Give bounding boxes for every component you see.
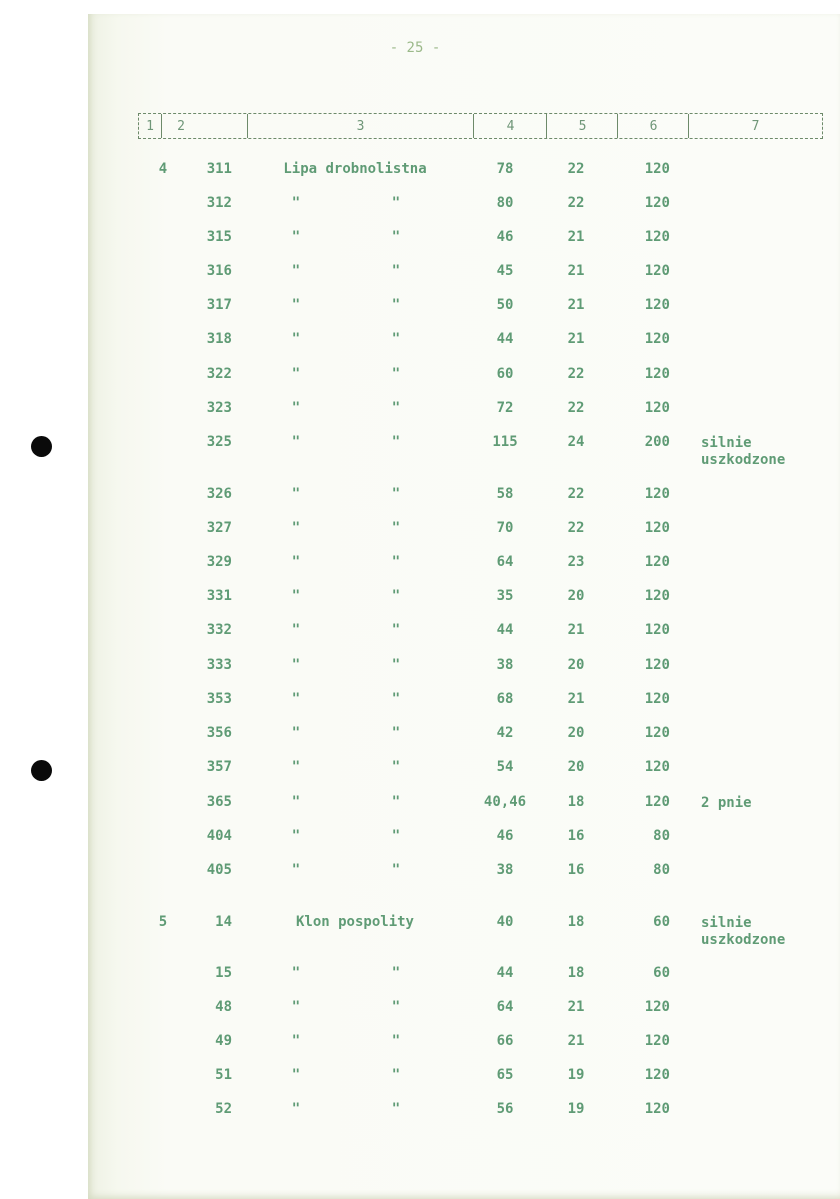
tree-number: 48 [215,999,232,1015]
tree-number: 15 [215,965,232,981]
ditto-mark: " [391,263,401,279]
header-cell: 4 [473,114,547,138]
species-name: Lipa drobnolistna [283,161,427,177]
header-cell: 6 [617,114,689,138]
ditto-mark: " [291,999,301,1015]
age-value: 120 [644,759,670,775]
ditto-mark: " [291,759,301,775]
height-value: 18 [567,965,585,981]
height-value: 24 [567,434,585,450]
ditto-mark: " [391,400,401,416]
age-value: 200 [644,434,670,450]
ditto-mark: " [391,366,401,382]
height-value: 22 [567,520,585,536]
height-value: 20 [567,725,585,741]
tree-number: 353 [206,691,232,707]
header-cell: 7 [688,114,822,138]
ditto-mark: " [391,862,401,878]
ditto-mark: " [391,1033,401,1049]
tree-number: 323 [206,400,232,416]
age-value: 120 [644,999,670,1015]
age-value: 80 [653,828,670,844]
age-value: 120 [644,1101,670,1117]
height-value: 21 [567,1033,585,1049]
age-value: 60 [653,965,670,981]
ditto-mark: " [291,400,301,416]
ditto-mark: " [291,657,301,673]
ditto-mark: " [291,794,301,810]
diameter-value: 35 [496,588,514,604]
diameter-value: 42 [496,725,514,741]
height-value: 20 [567,759,585,775]
tree-number: 316 [206,263,232,279]
ditto-mark: " [291,1033,301,1049]
tree-number: 318 [206,331,232,347]
diameter-value: 38 [496,862,514,878]
tree-number: 311 [206,161,232,177]
tree-number: 333 [206,657,232,673]
diameter-value: 50 [496,297,514,313]
age-value: 120 [644,400,670,416]
diameter-value: 64 [496,554,514,570]
tree-number: 357 [206,759,232,775]
diameter-value: 40 [496,914,514,930]
height-value: 22 [567,366,585,382]
table-header [138,113,823,139]
diameter-value: 44 [496,331,514,347]
height-value: 21 [567,691,585,707]
ditto-mark: " [291,862,301,878]
height-value: 16 [567,828,585,844]
ditto-mark: " [291,588,301,604]
tree-number: 317 [206,297,232,313]
diameter-value: 58 [496,486,514,502]
ditto-mark: " [391,657,401,673]
diameter-value: 44 [496,965,514,981]
diameter-value: 60 [496,366,514,382]
header-cell: 5 [546,114,618,138]
tree-number: 325 [206,434,232,450]
ditto-mark: " [291,520,301,536]
tree-number: 315 [206,229,232,245]
tree-number: 52 [215,1101,232,1117]
ditto-mark: " [391,999,401,1015]
ditto-mark: " [391,520,401,536]
remarks: silnie uszkodzone [701,915,786,948]
ditto-mark: " [291,263,301,279]
ditto-mark: " [291,1067,301,1083]
age-value: 120 [644,486,670,502]
ditto-mark: " [291,691,301,707]
ditto-mark: " [391,588,401,604]
ditto-mark: " [291,195,301,211]
tree-number: 356 [206,725,232,741]
diameter-value: 40,46 [483,794,527,810]
tree-number: 329 [206,554,232,570]
group-number: 5 [158,914,168,930]
tree-number: 312 [206,195,232,211]
ditto-mark: " [391,622,401,638]
height-value: 22 [567,161,585,177]
age-value: 120 [644,161,670,177]
ditto-mark: " [291,965,301,981]
ditto-mark: " [391,794,401,810]
ditto-mark: " [291,554,301,570]
height-value: 21 [567,263,585,279]
remarks: silnie uszkodzone [701,435,786,468]
age-value: 120 [644,657,670,673]
height-value: 18 [567,794,585,810]
tree-number: 365 [206,794,232,810]
height-value: 20 [567,657,585,673]
height-value: 22 [567,400,585,416]
header-cell: 3 [247,114,473,138]
diameter-value: 56 [496,1101,514,1117]
ditto-mark: " [391,691,401,707]
tree-number: 404 [206,828,232,844]
age-value: 60 [653,914,670,930]
diameter-value: 45 [496,263,514,279]
tree-number: 405 [206,862,232,878]
ditto-mark: " [391,434,401,450]
age-value: 120 [644,725,670,741]
height-value: 21 [567,331,585,347]
ditto-mark: " [291,434,301,450]
diameter-value: 65 [496,1067,514,1083]
diameter-value: 68 [496,691,514,707]
height-value: 23 [567,554,585,570]
ditto-mark: " [391,759,401,775]
tree-number: 331 [206,588,232,604]
tree-number: 322 [206,366,232,382]
age-value: 120 [644,229,670,245]
ditto-mark: " [291,331,301,347]
diameter-value: 66 [496,1033,514,1049]
age-value: 120 [644,297,670,313]
height-value: 21 [567,999,585,1015]
ditto-mark: " [291,1101,301,1117]
tree-number: 327 [206,520,232,536]
height-value: 21 [567,297,585,313]
age-value: 120 [644,195,670,211]
group-number: 4 [158,161,168,177]
age-value: 120 [644,622,670,638]
age-value: 120 [644,1067,670,1083]
height-value: 22 [567,195,585,211]
ditto-mark: " [291,622,301,638]
age-value: 120 [644,588,670,604]
ditto-mark: " [391,486,401,502]
age-value: 80 [653,862,670,878]
height-value: 18 [567,914,585,930]
diameter-value: 64 [496,999,514,1015]
ditto-mark: " [291,725,301,741]
diameter-value: 70 [496,520,514,536]
height-value: 21 [567,622,585,638]
punch-hole [31,436,52,457]
diameter-value: 78 [496,161,514,177]
age-value: 120 [644,263,670,279]
ditto-mark: " [391,331,401,347]
diameter-value: 115 [492,434,518,450]
ditto-mark: " [391,965,401,981]
ditto-mark: " [291,229,301,245]
remarks: 2 pnie [701,795,752,811]
ditto-mark: " [391,1101,401,1117]
age-value: 120 [644,520,670,536]
header-cell: 1 [146,119,154,134]
height-value: 19 [567,1067,585,1083]
ditto-mark: " [391,229,401,245]
header-cell: 2 [161,114,200,138]
species-name: Klon pospolity [295,914,414,930]
ditto-mark: " [291,366,301,382]
ditto-mark: " [391,554,401,570]
age-value: 120 [644,1033,670,1049]
ditto-mark: " [291,486,301,502]
age-value: 120 [644,691,670,707]
diameter-value: 46 [496,828,514,844]
diameter-value: 44 [496,622,514,638]
page-number: - 25 - [389,40,441,56]
height-value: 20 [567,588,585,604]
ditto-mark: " [291,828,301,844]
age-value: 120 [644,794,670,810]
diameter-value: 72 [496,400,514,416]
tree-number: 332 [206,622,232,638]
ditto-mark: " [391,828,401,844]
ditto-mark: " [391,195,401,211]
diameter-value: 46 [496,229,514,245]
age-value: 120 [644,554,670,570]
tree-number: 14 [215,914,232,930]
tree-number: 326 [206,486,232,502]
diameter-value: 54 [496,759,514,775]
diameter-value: 80 [496,195,514,211]
height-value: 19 [567,1101,585,1117]
tree-number: 51 [215,1067,232,1083]
punch-hole [31,760,52,781]
diameter-value: 38 [496,657,514,673]
age-value: 120 [644,331,670,347]
height-value: 21 [567,229,585,245]
age-value: 120 [644,366,670,382]
ditto-mark: " [391,725,401,741]
tree-number: 49 [215,1033,232,1049]
document-page [88,14,840,1199]
height-value: 16 [567,862,585,878]
ditto-mark: " [391,1067,401,1083]
ditto-mark: " [291,297,301,313]
ditto-mark: " [391,297,401,313]
height-value: 22 [567,486,585,502]
